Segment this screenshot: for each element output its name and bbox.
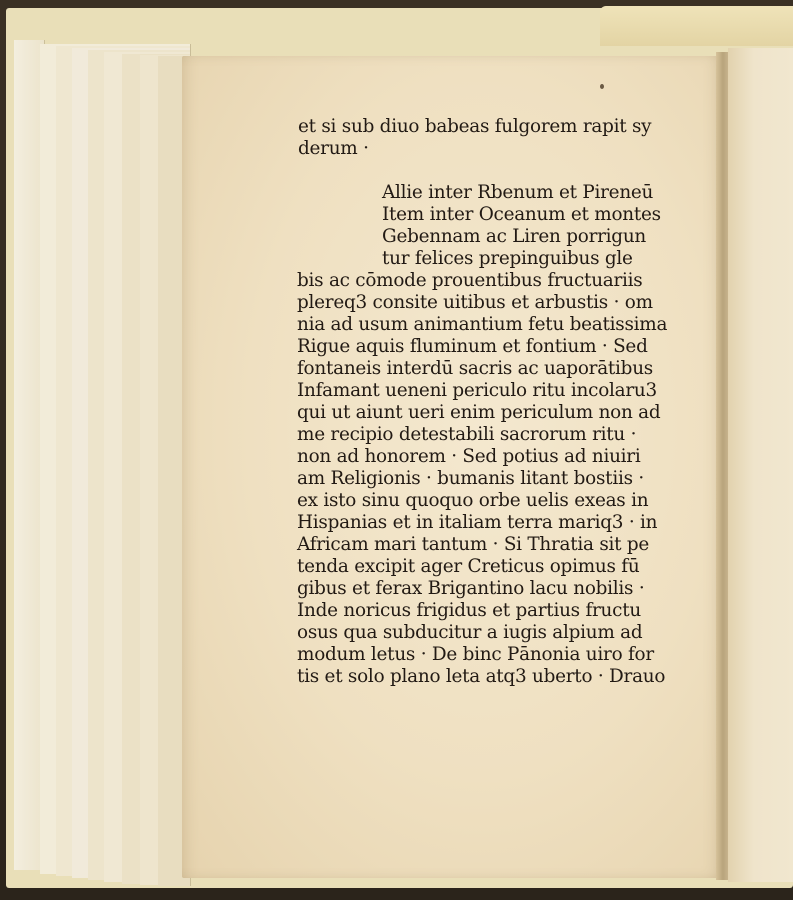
text-line: gibus et ferax Brigantino lacu nobilis · [297, 578, 645, 599]
text-line: tenda excipit ager Creticus opimus fū [297, 556, 640, 577]
text-line: qui ut aiunt ueri enim periculum non ad [297, 402, 661, 423]
text-line: tis et solo plano leta atq3 uberto · Drauo [297, 666, 666, 687]
text-line: ex isto sinu quoquo orbe uelis exeas in [297, 490, 649, 511]
text-line: osus qua subducitur a iugis alpium ad [297, 622, 643, 643]
text-line: derum · [298, 138, 369, 159]
text-line: me recipio detestabili sacrorum ritu · [297, 424, 637, 445]
text-line: am Religionis · bumanis litant bostiis · [297, 468, 644, 489]
text-line: Africam mari tantum · Si Thratia sit pe [297, 534, 650, 555]
text-line: modum letus · De binc Pānonia uiro for [297, 644, 654, 665]
text-line: Hispanias et in italiam terra mariq3 · in [297, 512, 658, 533]
text-line: nia ad usum animantium fetu beatissima [297, 314, 668, 335]
text-line: fontaneis interdū sacris ac uaporātibus [297, 358, 653, 379]
text-line: Gebennam ac Liren porrigun [382, 226, 647, 247]
text-line: bis ac cōmode prouentibus fructuariis [297, 270, 643, 291]
text-line: Rigue aquis fluminum et fontium · Sed [297, 336, 648, 357]
text-line: non ad honorem · Sed potius ad niuiri [297, 446, 641, 467]
text-line: tur felices prepinguibus gle [382, 248, 633, 269]
text-line: et si sub diuo babeas fulgorem rapit sy [298, 116, 652, 137]
text-line: Infamant ueneni periculo ritu incolaru3 [297, 380, 657, 401]
text-line: Allie inter Rbenum et Pireneū [382, 182, 654, 203]
text-line: Item inter Oceanum et montes [382, 204, 661, 225]
text-line: Inde noricus frigidus et partius fructu [297, 600, 641, 621]
text-line: plereq3 consite uitibus et arbustis · om [297, 292, 653, 313]
